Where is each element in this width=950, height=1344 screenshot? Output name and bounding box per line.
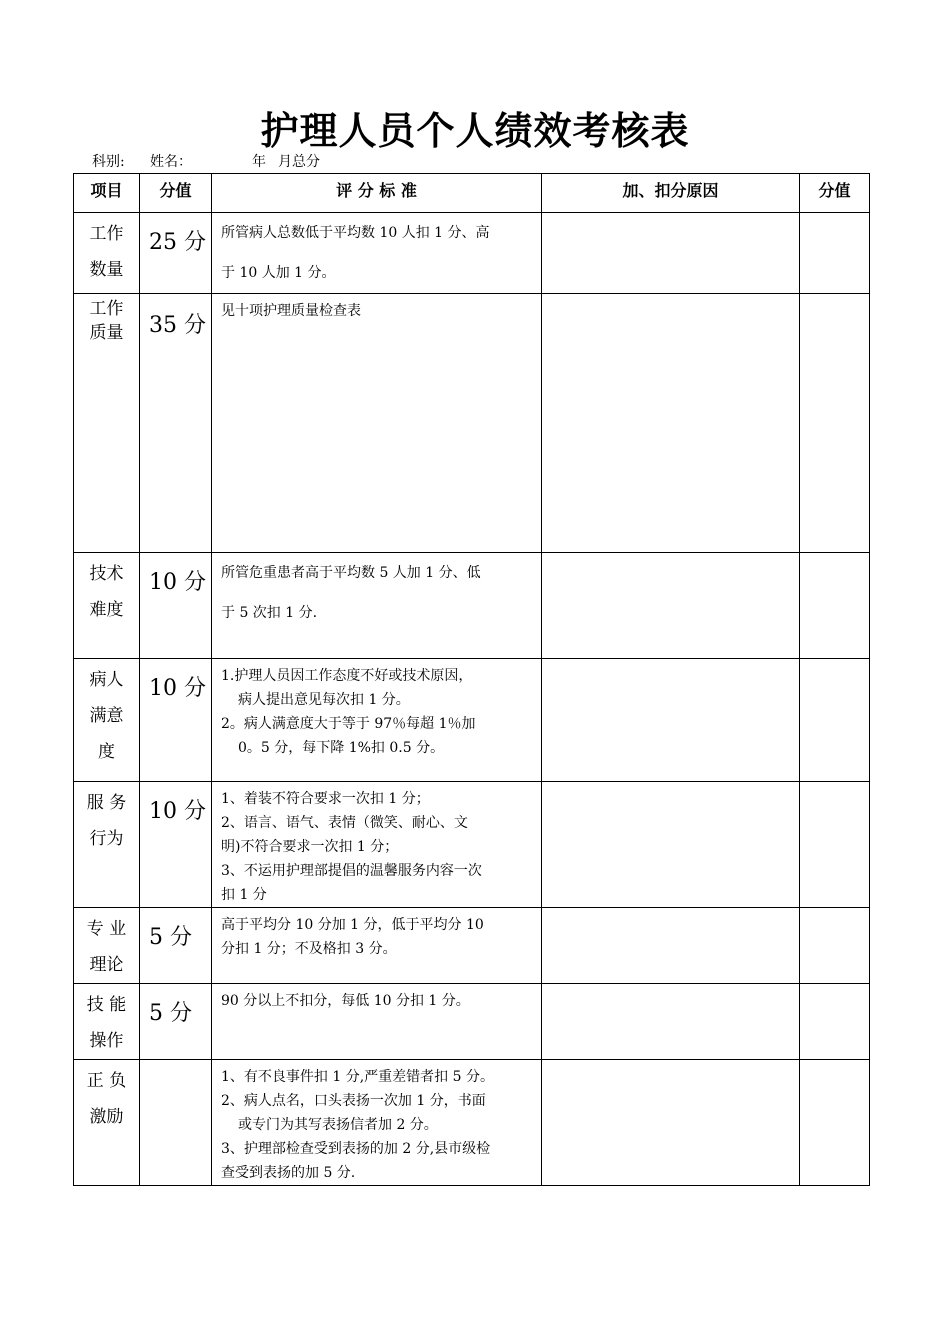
header-final-score: 分值 (800, 174, 870, 213)
final-score-cell[interactable] (800, 659, 870, 782)
month-total-label: 月总分 (278, 154, 320, 170)
final-score-cell[interactable] (800, 984, 870, 1060)
score-cell: 10 分 (140, 782, 212, 908)
criteria-cell (212, 213, 542, 294)
criteria-cell (212, 1060, 542, 1186)
reason-cell[interactable] (542, 659, 800, 782)
score-cell: 5 分 (140, 908, 212, 984)
final-score-cell[interactable] (800, 213, 870, 294)
item-line: 专 业 (86, 919, 127, 939)
criteria-line: 2。病人满意度大于等于 97％每超 1％加 (221, 716, 476, 732)
item-line: 质量 (89, 323, 124, 343)
score-cell: 25 分 (140, 213, 212, 294)
header-row (74, 174, 870, 213)
item-line: 工作 (89, 224, 124, 244)
criteria-cell (212, 782, 542, 908)
criteria-line: 所管危重患者高于平均数 5 人加 1 分、低 (221, 565, 481, 581)
score-cell: 35 分 (140, 294, 212, 553)
item-cell (74, 294, 140, 553)
table-row (74, 1060, 870, 1186)
table-row (74, 553, 870, 659)
item-line: 技术 (89, 564, 124, 584)
criteria-line: 0。5 分，每下降 1%扣 0.5 分。 (238, 740, 445, 756)
criteria-cell (212, 553, 542, 659)
criteria-line: 查受到表扬的加 5 分. (221, 1165, 356, 1181)
final-score-cell[interactable] (800, 1060, 870, 1186)
criteria-line: 明)不符合要求一次扣 1 分； (221, 839, 399, 855)
score-cell (140, 1060, 212, 1186)
item-line: 工作 (89, 299, 124, 319)
criteria-line: 分扣 1 分；不及格扣 3 分。 (221, 941, 397, 957)
item-line: 数量 (89, 260, 124, 280)
page-title: 护理人员个人绩效考核表 (260, 109, 690, 153)
reason-cell[interactable] (542, 213, 800, 294)
criteria-cell (212, 659, 542, 782)
dept-label: 科别: (92, 154, 125, 170)
item-cell (74, 782, 140, 908)
criteria-line: 所管病人总数低于平均数 10 人扣 1 分、高 (221, 225, 490, 241)
header-item: 项目 (74, 174, 140, 213)
criteria-line: 3、不运用护理部提倡的温馨服务内容一次 (221, 863, 482, 879)
criteria-line: 或专门为其写表扬信者加 2 分。 (238, 1117, 438, 1133)
reason-cell[interactable] (542, 908, 800, 984)
item-line: 激励 (89, 1107, 124, 1127)
reason-cell[interactable] (542, 1060, 800, 1186)
criteria-line: 于 5 次扣 1 分. (221, 605, 318, 621)
criteria-line: 2、病人点名，口头表扬一次加 1 分，书面 (221, 1093, 486, 1109)
header-criteria: 评 分 标 准 (212, 174, 542, 213)
criteria-line: 见十项护理质量检查表 (221, 303, 361, 319)
reason-cell[interactable] (542, 782, 800, 908)
item-line: 行为 (89, 829, 124, 849)
table-row (74, 782, 870, 908)
score-cell: 10 分 (140, 659, 212, 782)
reason-cell[interactable] (542, 984, 800, 1060)
criteria-line: 病人提出意见每次扣 1 分。 (238, 692, 410, 708)
criteria-line: 2、语言、语气、表情（微笑、耐心、文 (221, 815, 468, 831)
reason-cell[interactable] (542, 294, 800, 553)
item-line: 病人 (89, 670, 124, 690)
item-cell (74, 553, 140, 659)
assessment-table (73, 173, 870, 1186)
criteria-cell (212, 908, 542, 984)
form-meta (92, 151, 320, 171)
table-row (74, 659, 870, 782)
item-line: 满意 (89, 706, 124, 726)
item-line: 正 负 (86, 1071, 127, 1091)
item-cell (74, 984, 140, 1060)
final-score-cell[interactable] (800, 908, 870, 984)
item-cell (74, 213, 140, 294)
criteria-cell (212, 294, 542, 553)
criteria-line: 高于平均分 10 分加 1 分，低于平均分 10 (221, 917, 484, 933)
final-score-cell[interactable] (800, 553, 870, 659)
item-line: 服 务 (86, 793, 127, 813)
item-line: 难度 (89, 600, 124, 620)
item-line: 操作 (89, 1031, 124, 1051)
item-line: 度 (98, 742, 115, 762)
table-row (74, 908, 870, 984)
item-line: 理论 (89, 955, 124, 975)
table-row (74, 294, 870, 553)
final-score-cell[interactable] (800, 294, 870, 553)
table-row (74, 984, 870, 1060)
item-line: 技 能 (86, 995, 127, 1015)
item-cell (74, 908, 140, 984)
final-score-cell[interactable] (800, 782, 870, 908)
criteria-cell (212, 984, 542, 1060)
score-cell: 5 分 (140, 984, 212, 1060)
header-score: 分值 (140, 174, 212, 213)
score-cell: 10 分 (140, 553, 212, 659)
criteria-line: 1.护理人员因工作态度不好或技术原因， (221, 668, 473, 684)
criteria-line: 1、着装不符合要求一次扣 1 分； (221, 791, 430, 807)
criteria-line: 90 分以上不扣分，每低 10 分扣 1 分。 (221, 993, 470, 1009)
item-cell (74, 659, 140, 782)
reason-cell[interactable] (542, 553, 800, 659)
criteria-line: 于 10 人加 1 分。 (221, 265, 336, 281)
item-cell (74, 1060, 140, 1186)
header-reason: 加、扣分原因 (542, 174, 800, 213)
name-label: 姓名： (150, 154, 192, 170)
table-row (74, 213, 870, 294)
criteria-line: 1、有不良事件扣 1 分,严重差错者扣 5 分。 (221, 1069, 494, 1085)
year-label: 年 (252, 154, 266, 170)
criteria-line: 3、护理部检查受到表扬的加 2 分,县市级检 (221, 1141, 491, 1157)
criteria-line: 扣 1 分 (221, 887, 267, 903)
